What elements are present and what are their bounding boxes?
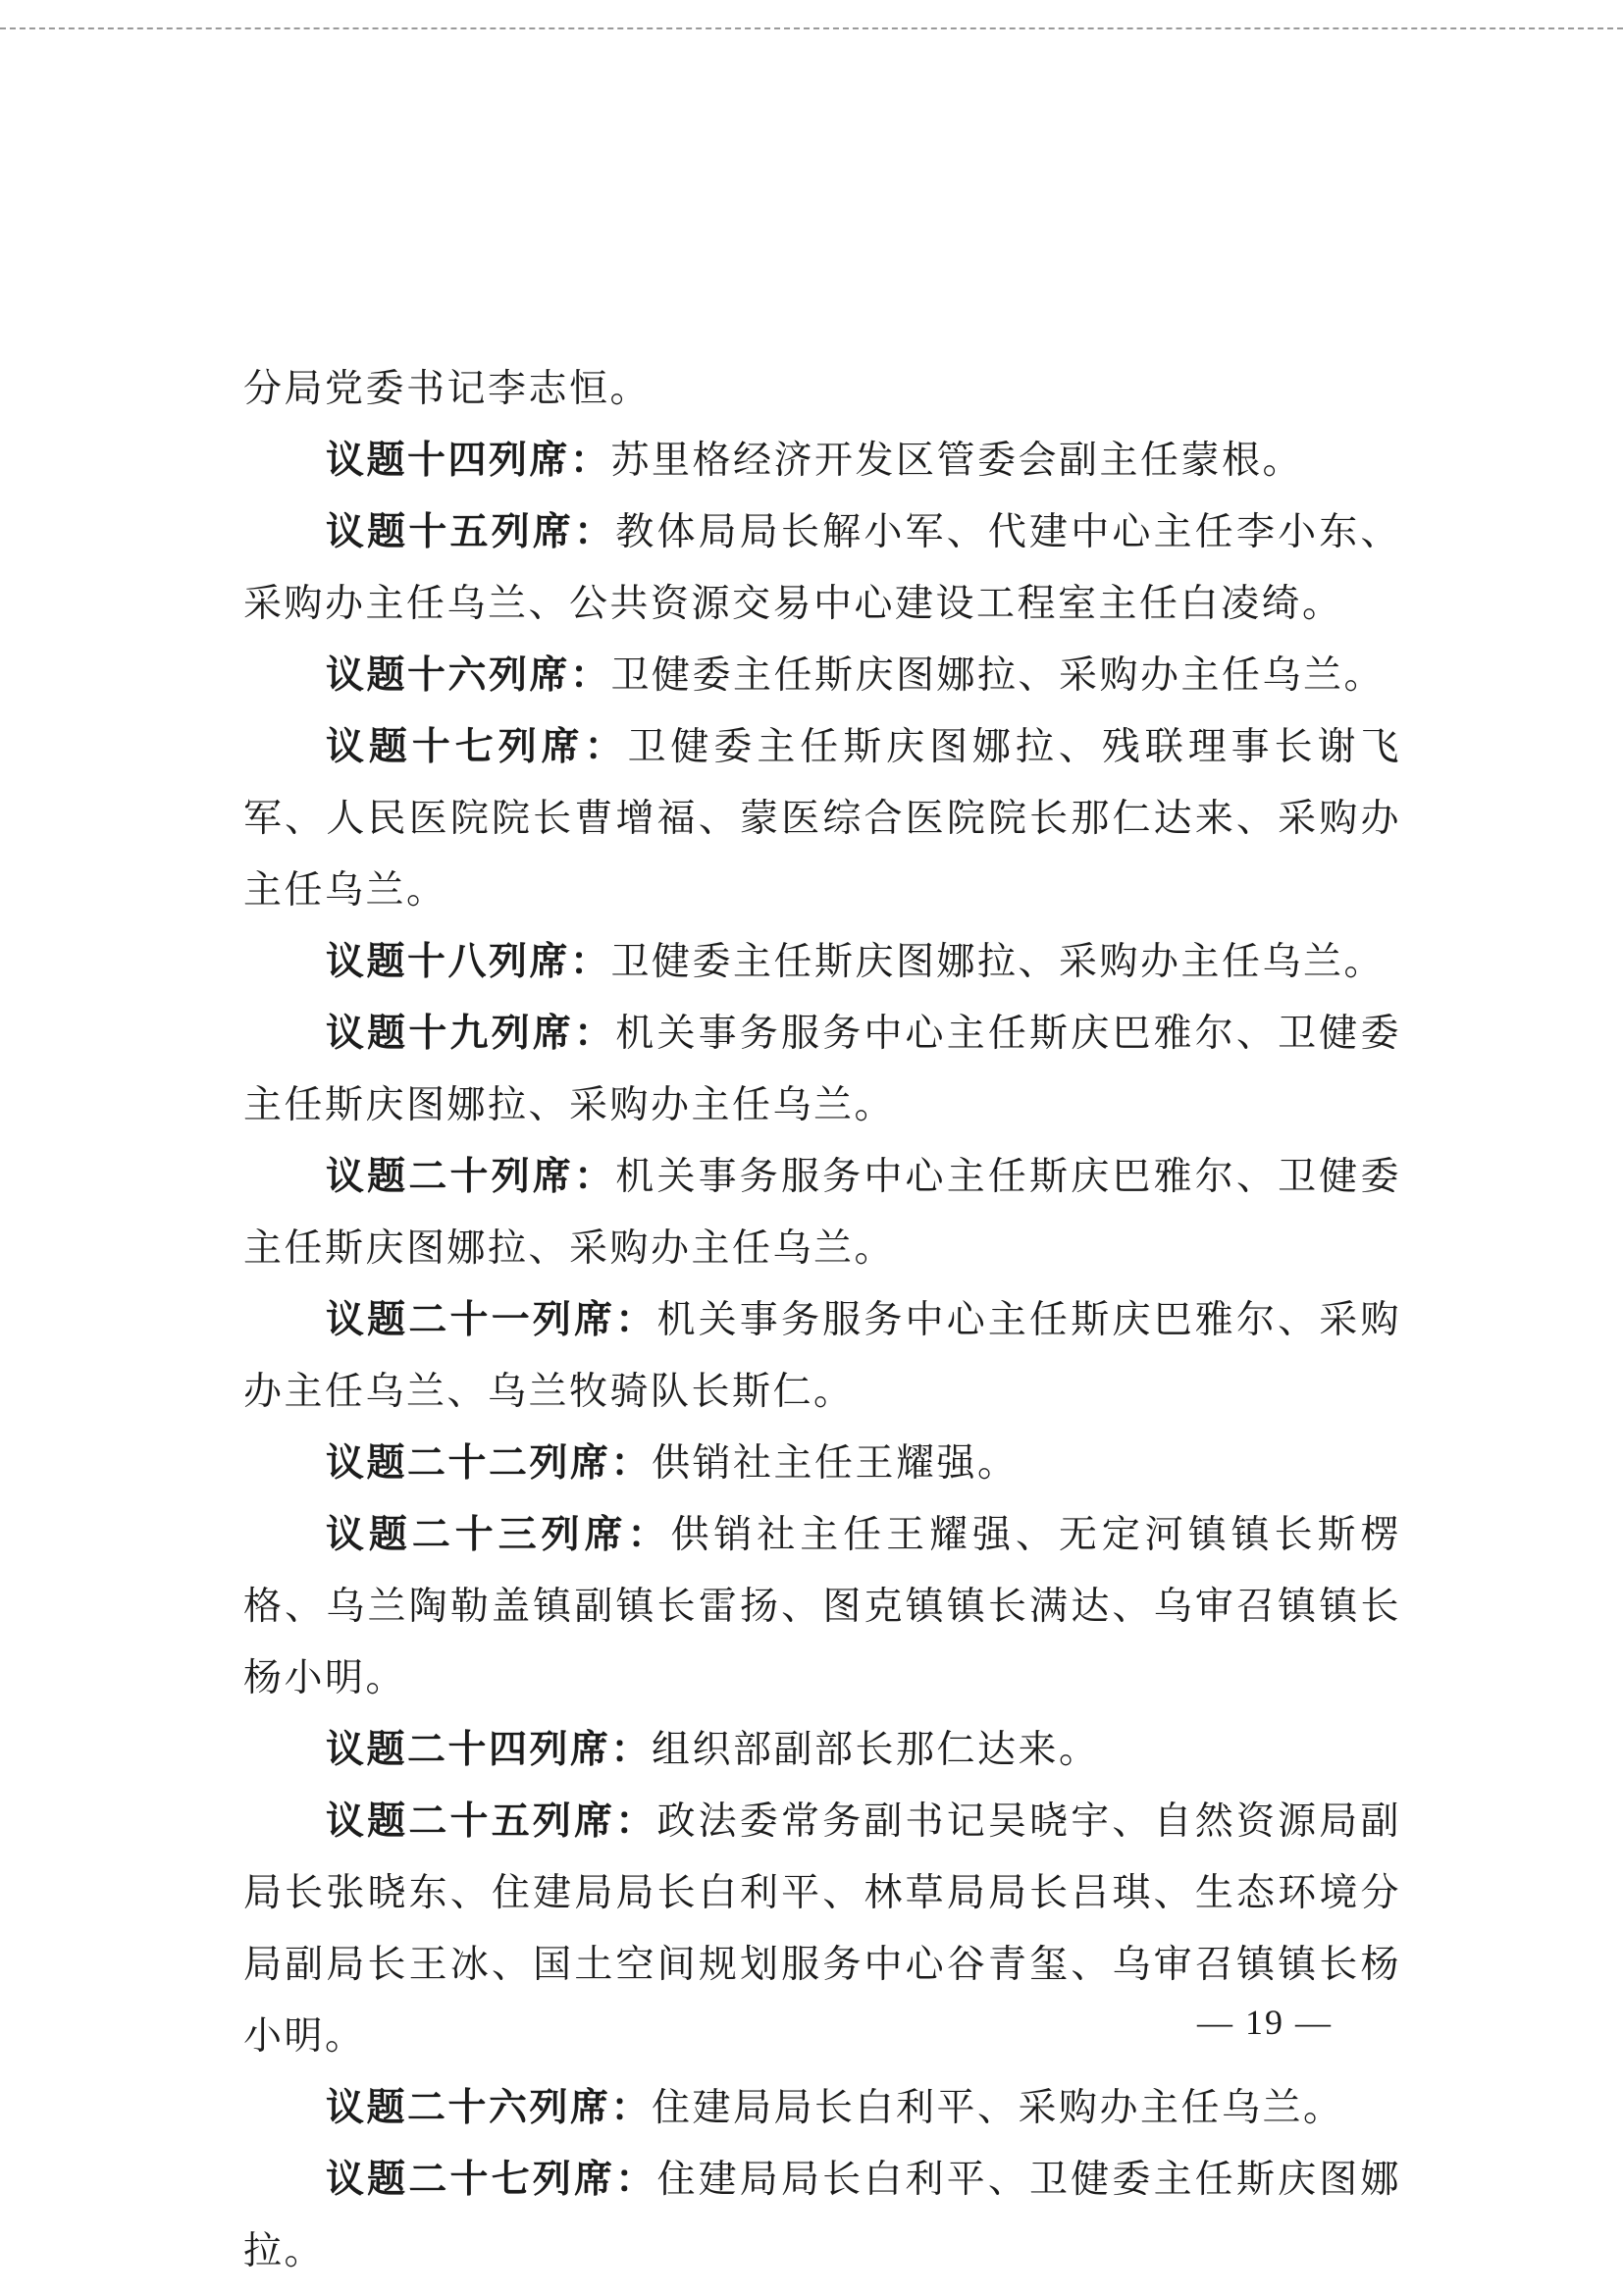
agenda-item-label: 议题二十四列席： [326, 1728, 653, 1772]
paragraph-continuation [243, 353, 1401, 425]
paragraph-agenda-15 [243, 496, 1401, 640]
paragraph-agenda-16 [243, 640, 1401, 711]
attendees-text: 机关事务服务中心主任斯庆巴雅尔、卫健委主任斯庆图娜拉、采购办主任乌兰。 [243, 1155, 1401, 1271]
attendees-text: 供销社主任王耀强、无定河镇镇长斯楞格、乌兰陶勒盖镇副镇长雷扬、图克镇镇长满达、乌审召镇镇长杨小明。 [243, 1513, 1401, 1700]
paragraph-text: 分局党委书记李志恒。 [243, 367, 652, 411]
paragraph-agenda-21 [243, 1284, 1401, 1428]
paragraph-agenda-26 [243, 2072, 1401, 2144]
paragraph-agenda-24 [243, 1714, 1401, 1786]
attendees-text: 住建局局长白利平、卫健委主任斯庆图娜拉。 [243, 2158, 1401, 2273]
attendees-text: 住建局局长白利平、采购办主任乌兰。 [652, 2086, 1344, 2130]
attendees-text: 卫健委主任斯庆图娜拉、采购办主任乌兰。 [610, 940, 1386, 984]
agenda-item-label: 议题二十一列席： [326, 1298, 657, 1342]
agenda-item-label: 议题二十三列席： [326, 1513, 671, 1557]
paragraph-agenda-22 [243, 1428, 1401, 1499]
agenda-item-label: 议题二十五列席： [326, 1800, 657, 1844]
paragraph-agenda-23 [243, 1499, 1401, 1714]
agenda-item-label: 议题十六列席： [326, 653, 611, 698]
agenda-item-label: 议题十七列席： [326, 725, 628, 769]
attendees-text: 苏里格经济开发区管委会副主任蒙根。 [610, 439, 1304, 483]
paragraph-agenda-14 [243, 425, 1401, 496]
attendees-text: 政法委常务副书记吴晓宇、自然资源局副局长张晓东、住建局局长白利平、林草局局长吕琪、生态环境分局副局长王冰、国土空间规划服务中心谷青玺、乌审召镇镇长杨小明。 [243, 1800, 1401, 2059]
paragraph-agenda-17 [243, 711, 1401, 926]
paragraph-agenda-18 [243, 926, 1401, 998]
agenda-item-label: 议题二十六列席： [326, 2086, 653, 2130]
agenda-item-label: 议题二十列席： [326, 1155, 616, 1199]
paragraph-agenda-27 [243, 2144, 1401, 2287]
attendees-text: 机关事务服务中心主任斯庆巴雅尔、卫健委主任斯庆图娜拉、采购办主任乌兰。 [243, 1012, 1401, 1127]
attendees-text: 教体局局长解小军、代建中心主任李小东、采购办主任乌兰、公共资源交易中心建设工程室主任白凌绮。 [243, 510, 1401, 626]
agenda-item-label: 议题十九列席： [326, 1012, 616, 1056]
top-scan-rule [0, 27, 1623, 29]
document-body [243, 353, 1401, 2287]
attendees-text: 机关事务服务中心主任斯庆巴雅尔、采购办主任乌兰、乌兰牧骑队长斯仁。 [243, 1298, 1401, 1414]
agenda-item-label: 议题二十七列席： [326, 2158, 657, 2202]
page-number: — 19 — [1197, 2003, 1333, 2042]
agenda-item-label: 议题二十二列席： [326, 1441, 653, 1486]
paragraph-agenda-19 [243, 998, 1401, 1141]
attendees-text: 供销社主任王耀强。 [652, 1441, 1019, 1486]
attendees-text: 组织部副部长那仁达来。 [652, 1728, 1100, 1772]
paragraph-agenda-20 [243, 1141, 1401, 1284]
agenda-item-label: 议题十四列席： [326, 439, 611, 483]
agenda-item-label: 议题十八列席： [326, 940, 611, 984]
attendees-text: 卫健委主任斯庆图娜拉、残联理事长谢飞军、人民医院院长曹增福、蒙医综合医院院长那仁达来、采购办主任乌兰。 [243, 725, 1401, 913]
agenda-item-label: 议题十五列席： [326, 510, 616, 554]
attendees-text: 卫健委主任斯庆图娜拉、采购办主任乌兰。 [610, 653, 1386, 698]
